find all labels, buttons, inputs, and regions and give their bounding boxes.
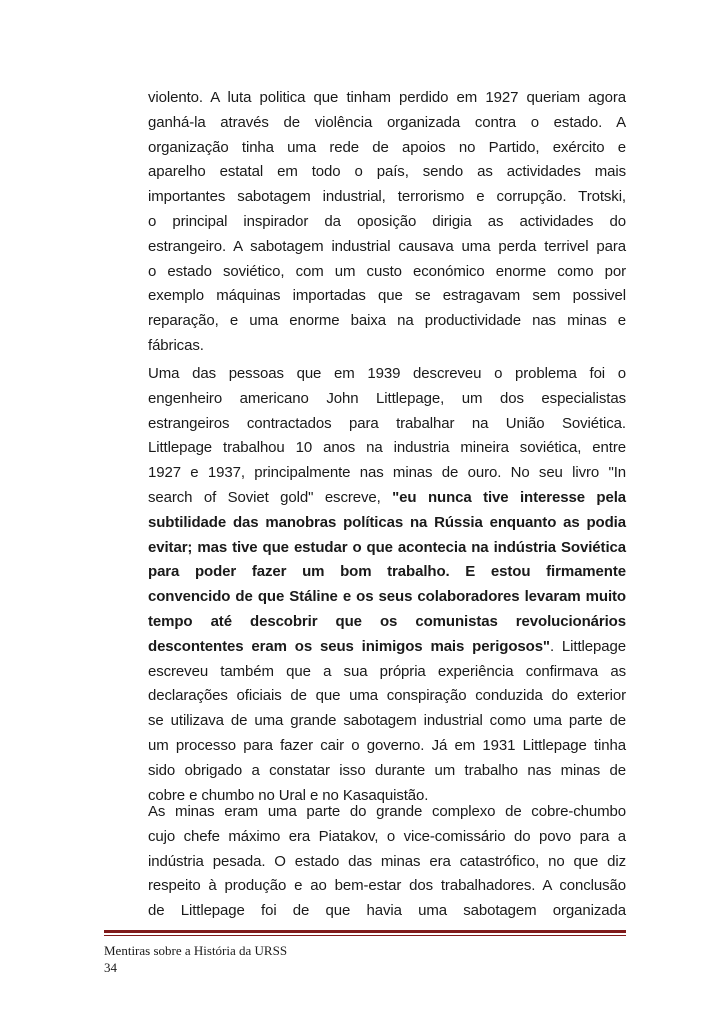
paragraph-2	[148, 362, 626, 808]
paragraph-line: aparelho estatal em todo o país, sendo as actividades mais	[148, 163, 626, 181]
footer-divider-thin	[104, 935, 626, 936]
plain-text: . Littlepage	[549, 637, 626, 655]
paragraph-line: o principal inspirador da oposição dirigia as actividades do	[148, 212, 626, 230]
quote-line: para poder fazer um bom trabalho. E estou firmamente	[148, 563, 626, 581]
paragraph-line: violento. A luta politica que tinham perdido em 1927 queriam agora	[148, 89, 626, 106]
paragraph-line: Littlepage trabalhou 10 anos na industria mineira soviética, entre	[148, 439, 626, 457]
paragraph-line: estrangeiro. A sabotagem industrial causava uma perda terrivel para	[148, 237, 626, 255]
paragraph-line: 1927 e 1937, principalmente nas minas de ouro. No seu livro "In	[148, 464, 626, 482]
paragraph-line: As minas eram uma parte do grande complexo de cobre-chumbo	[148, 803, 626, 820]
footer-book-title: Mentiras sobre a História da URSS	[104, 943, 288, 958]
paragraph-line: cujo chefe máximo era Piatakov, o vice-comissário do povo para a	[148, 827, 626, 845]
paragraph-line: estrangeiros contractados para trabalhar na União Soviética.	[148, 414, 626, 432]
quote-line: convencido de que Stáline e os seus colaboradores levaram muito	[148, 588, 626, 606]
paragraph-line: reparação, e uma enorme baixa na productividade nas minas e	[148, 312, 626, 330]
paragraph-line: cobre e chumbo no Ural e no Kasaquistão.	[148, 786, 429, 804]
paragraph-line: se utilizava de uma grande sabotagem industrial como uma parte de	[148, 712, 626, 730]
quote-line: evitar; mas tive que estudar o que acontecia na indústria Soviética	[148, 538, 626, 556]
paragraph-line: fábricas.	[148, 336, 204, 354]
paragraph-line: exemplo máquinas importadas que se estragavam sem possivel	[148, 287, 626, 305]
quote-line: subtilidade das manobras políticas na Rússia enquanto as podia	[148, 513, 626, 531]
paragraph-line: de Littlepage foi de que havia uma sabotagem organizada	[148, 902, 626, 920]
page-number: 34	[104, 960, 117, 975]
paragraph-line: importantes sabotagem industrial, terrorismo e corrupção. Trotski,	[148, 188, 626, 206]
paragraph-line	[148, 635, 626, 660]
paragraph-line: organização tinha uma rede de apoios no Partido, exército e	[148, 138, 626, 156]
paragraph-line: o estado soviético, com um custo económico enorme como por	[148, 262, 626, 280]
paragraph-1	[148, 86, 626, 359]
quote-text: descontentes eram os seus inimigos mais perigosos"	[148, 637, 550, 655]
paragraph-line: sido obrigado a constatar isso durante um trabalho nas minas de	[148, 761, 626, 779]
paragraph-line: declarações oficiais de que uma conspiração conduzida do exterior	[148, 687, 626, 705]
paragraph-3	[148, 800, 626, 924]
plain-text: search of Soviet gold" escreve,	[148, 488, 393, 506]
paragraph-line: escreveu também que a sua própria experiência confirmava as	[148, 662, 626, 680]
footer-divider	[104, 930, 626, 933]
paragraph-line: ganhá-la através de violência organizada contra o estado. A	[148, 113, 626, 131]
paragraph-line: indústria pesada. O estado das minas era catastrófico, no que diz	[148, 852, 626, 870]
quote-text: "eu nunca tive interesse pela	[392, 488, 627, 506]
paragraph-line: respeito à produção e ao bem-estar dos trabalhadores. A conclusão	[148, 877, 626, 895]
quote-line: tempo até descobrir que os comunistas revolucionários	[148, 612, 626, 630]
paragraph-line	[148, 486, 626, 511]
paragraph-line: Uma das pessoas que em 1939 descreveu o problema foi o	[148, 365, 626, 382]
paragraph-line: engenheiro americano John Littlepage, um dos especialistas	[148, 389, 626, 407]
paragraph-line: um processo para fazer cair o governo. Já em 1931 Littlepage tinha	[148, 736, 626, 754]
